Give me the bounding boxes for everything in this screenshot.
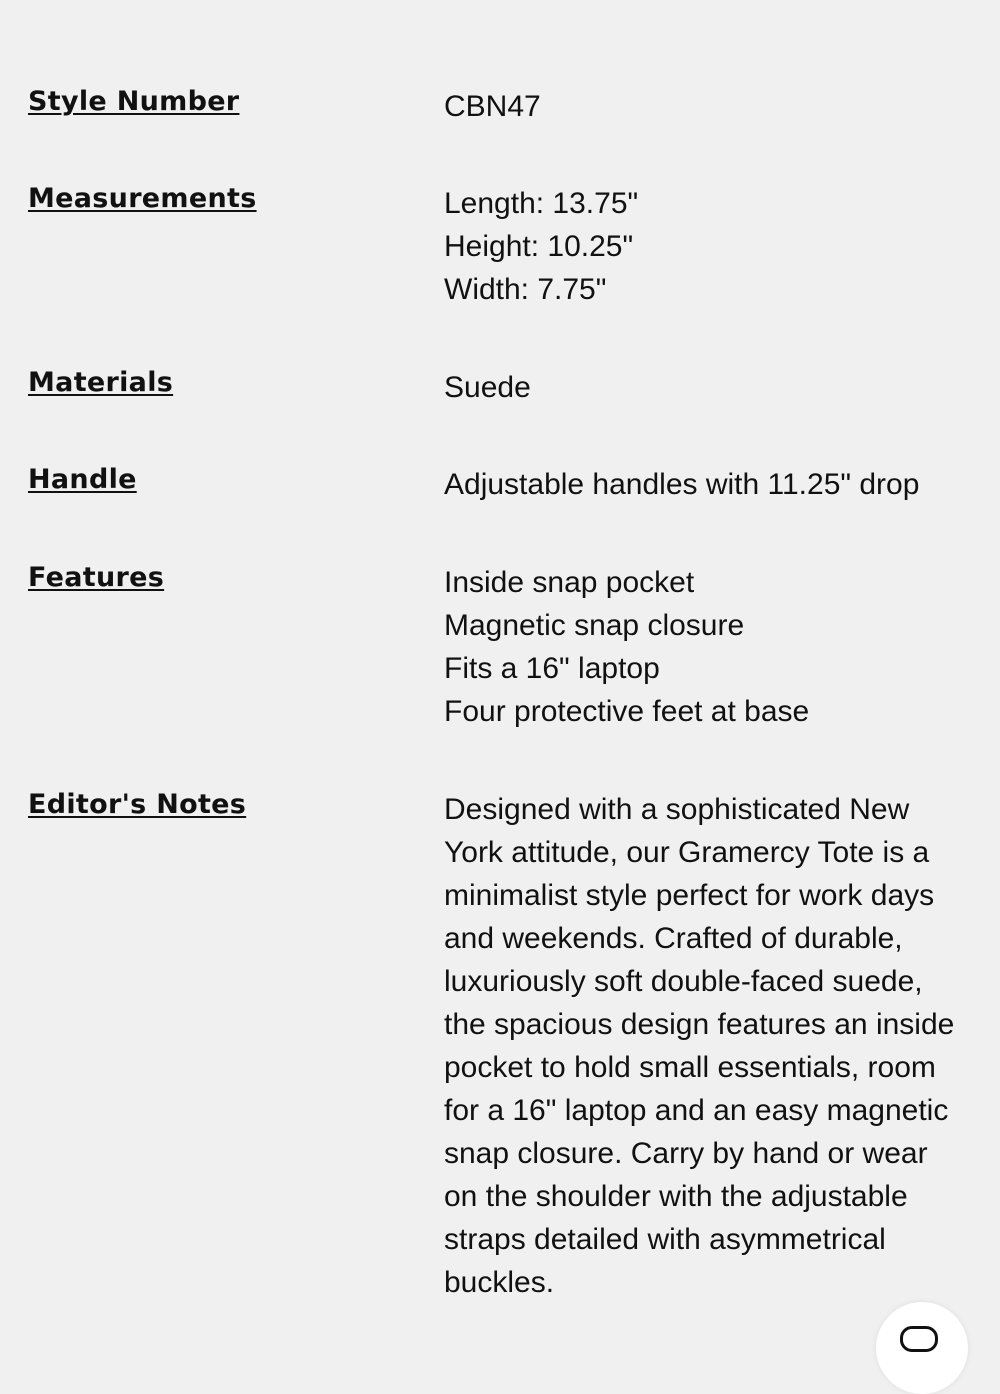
materials-value xyxy=(444,366,974,409)
features-value xyxy=(444,561,974,733)
style-number-value xyxy=(444,85,974,128)
feature-item: Inside snap pocket xyxy=(444,566,695,599)
editors-notes-label[interactable]: Editor's Notes xyxy=(28,789,247,820)
chat-button[interactable] xyxy=(876,1302,968,1394)
measurements-value xyxy=(444,182,974,311)
materials-text: Suede xyxy=(444,371,531,404)
editors-notes-text: Designed with a sophisticated New York attitude, our Gramercy Tote is a minimalist style perfect for work days and weekends. Crafted of durable, luxuriously soft double-faced suede, the spacious design features an inside pocket to hold small essentials, room for a 16" laptop and an easy magnetic snap closure. Carry by hand or wear on the shoulder with the adjustable straps detailed with asymmetrical buckles. xyxy=(444,793,955,1299)
style-number-text: CBN47 xyxy=(444,90,541,123)
handle-value xyxy=(444,463,974,506)
handle-label[interactable]: Handle xyxy=(28,464,137,495)
features-label[interactable]: Features xyxy=(28,562,165,593)
chat-bubble-icon xyxy=(900,1326,938,1352)
feature-item: Four protective feet at base xyxy=(444,695,810,728)
materials-label[interactable]: Materials xyxy=(28,367,174,398)
measurement-height: Height: 10.25" xyxy=(444,230,634,263)
measurements-label[interactable]: Measurements xyxy=(28,183,257,214)
feature-item: Magnetic snap closure xyxy=(444,609,745,642)
handle-text: Adjustable handles with 11.25" drop xyxy=(444,468,920,501)
feature-item: Fits a 16" laptop xyxy=(444,652,660,685)
style-number-label[interactable]: Style Number xyxy=(28,86,240,117)
measurement-width: Width: 7.75" xyxy=(444,273,607,306)
measurement-length: Length: 13.75" xyxy=(444,187,639,220)
